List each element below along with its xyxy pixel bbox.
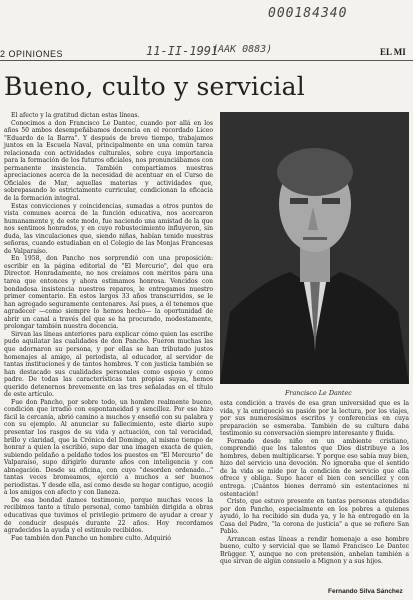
- paragraph: Fue don Pancho, por sobre todo, un hombre realmente bueno, condición que irradió con espontaneidad y sencillez. Por eso hizo fácil la cercanía, abrió camino a muchos y enseñó con su palabra y con su ejemplo. Al anunciar su fallecimiento, este diario supo presentar los rasgos de su vida y actuación, con tal veracidad, brillo y claridad, que la Crónica del Domingo, al mismo tiempo de honrar a quien la escribió, supo dar una imagen exacta de quien, subiendo peldaño a peldaño todos los puestos en "El Mercurio" de Valparaíso, supo dirigirlo durante años con inteligencia y con abnegación. Desde su oficina, con cuyo "desorden ordenado..." tantas veces bromeamos, ejerció a muchos a ser buenos periodistas. Y desde ella, así como desde su hogar contiguo, acogió a los amigos con afecto y con llaneza.: [4, 398, 213, 497]
- paragraph: Arrancan estas líneas a rendir homenaje a ese hombre bueno, culto y servicial que se llamó Francisco Le Dantec Brügger. Y, aunque no con pretensión, anhelan también a que sirvan de algún consuelo a Mignon y a sus hijos.: [220, 535, 409, 566]
- handwritten-date: 11-II-1991: [146, 44, 219, 58]
- paragraph: Formado desde niño en un ambiente cristiano, comprendió que los talentos que Dios distribuye a los hombres, deben multiplicarse. Y porque eso sabía muy bien, hizo del servicio una devoción. No ignoraba que el sentido de la vida se mide por la condición de servicio que ella ofrece y obliga. Supo hacer el bien con sencillez y con entrega. ¡Cuántos bienes derramó sin estentaciones ni ostentación!: [220, 437, 409, 498]
- paragraph: esta condición a través de esa gran universidad que es la vida, y la enriqueció su pasión por la lectura, por los viajes, por sus numerosísimos escritos y conferencias en cuya preparación se esmeraba. También de su cultura daba testimonio su conversación siempre interesante y fluida.: [220, 400, 409, 438]
- article-column-2: [220, 400, 409, 566]
- paragraph: Estas convicciones y coincidencias, sumadas a otros puntos de vista comunes acerca de la función educativa, nos acercaron humanamente y, de este modo, fue naciendo una amistad de la que nos sentimos honrados, y en cuyo robustecimiento influyeron, sin duda, las vinculaciones que, siendo niñas, habían tenido nuestras señoras, cuando estudiaban en el Colegio de las Monjas Francesas de Valparaíso.: [4, 202, 213, 255]
- paragraph: Cristo, que estuvo presente en tantas personas atendidas por don Pancho, especialmente en los pobres a quienes ayudó, lo ha recibido sin duda ya, y le ha entregado en la Casa del Padre, "la corona de justicia" a que se refiere San Pablo.: [220, 498, 409, 536]
- author-byline: Fernando Silva Sánchez: [328, 588, 403, 595]
- paragraph: El afecto y la gratitud dictan estas líneas.: [11, 112, 140, 119]
- paragraph: Fue también don Pancho un hombre culto. Adquirió: [11, 534, 171, 542]
- photo-caption: Francisco Le Dantec: [285, 389, 352, 397]
- handwritten-archive-number: 000184340: [268, 6, 348, 21]
- portrait-photo: [220, 112, 409, 384]
- portrait-illustration: [220, 112, 409, 384]
- header-rule: [0, 60, 413, 61]
- article-headline: Bueno, culto y servicial: [4, 72, 305, 101]
- article-column-1: [4, 112, 213, 542]
- newspaper-name: EL MI: [380, 47, 406, 57]
- paragraph: Sirvan las líneas anteriores para explicar cómo quien las escribe pudo aquilatar las cualidades de don Pancho. Fueron muchas las que adornaron su persona, y por ellas se han tributado justos homenajes al amigo, al periodista, al educador, al servidor de tantas instituciones y de tantos hombres. Y con justicia también se han destacado sus cualidades personales como esposo y como padre. De todas las características tan propias suyas, hemos querido detenernos brevemente en las tres señaladas en el título de este artículo.: [4, 330, 213, 399]
- handwritten-code: (AAK 0883): [212, 44, 273, 55]
- paragraph: De esa bondad damos testimonio, porque muchas veces la recibimos tanto a título personal, como también dirigida a obras educativas que tuvimos el privilegio primero de ayudar a crear y de conducir después durante 22 años. Hoy recordamos agradecidos la ayuda y el estímulo recibidos.: [4, 496, 213, 535]
- paragraph: Conocimos a don Francisco Le Dantec, cuando por allá en los años 50 ambos desempeñábamos docencia en el recordado Liceo "Eduardo de la Barra". Y después de breve tiempo, trabajamos juntos en la Escuela Naval, principalmente en una común tarea relacionada con actividades culturales, sobre cuya importancia para la formación de los futuros oficiales, nos pronunciábamos con permanente insistencia. También compartíamos nuestras apreciaciones acerca de la necesidad de acentuar en el Curso de Oficiales de Mar, aquellas materias y actividades que, sobrepasando lo estrictamente curricular, condicionan la eficacia de la formación integral.: [4, 119, 213, 203]
- paragraph: En 1958, don Pancho nos sorprendió con una proposición: escribir en la página editorial de "El Mercurio", del que era Director. Honradamente, no nos creíamos con méritos para una tarea que entonces y ahora estimamos honrosa. Vencidos con bondadosa insistencia nuestros reparos, le entregamos nuestro primer comentario. En estos largos 33 años transcurridos, se le han agregado seguramente centenares. Así pues, a él tenemos que agradecer —como siempre lo hemos hecho— la oportunidad de abrir un canal a través del que se ha procurado, modestamente, prolongar también nuestra docencia.: [4, 255, 213, 331]
- section-label: 2 OPINIONES: [0, 49, 64, 59]
